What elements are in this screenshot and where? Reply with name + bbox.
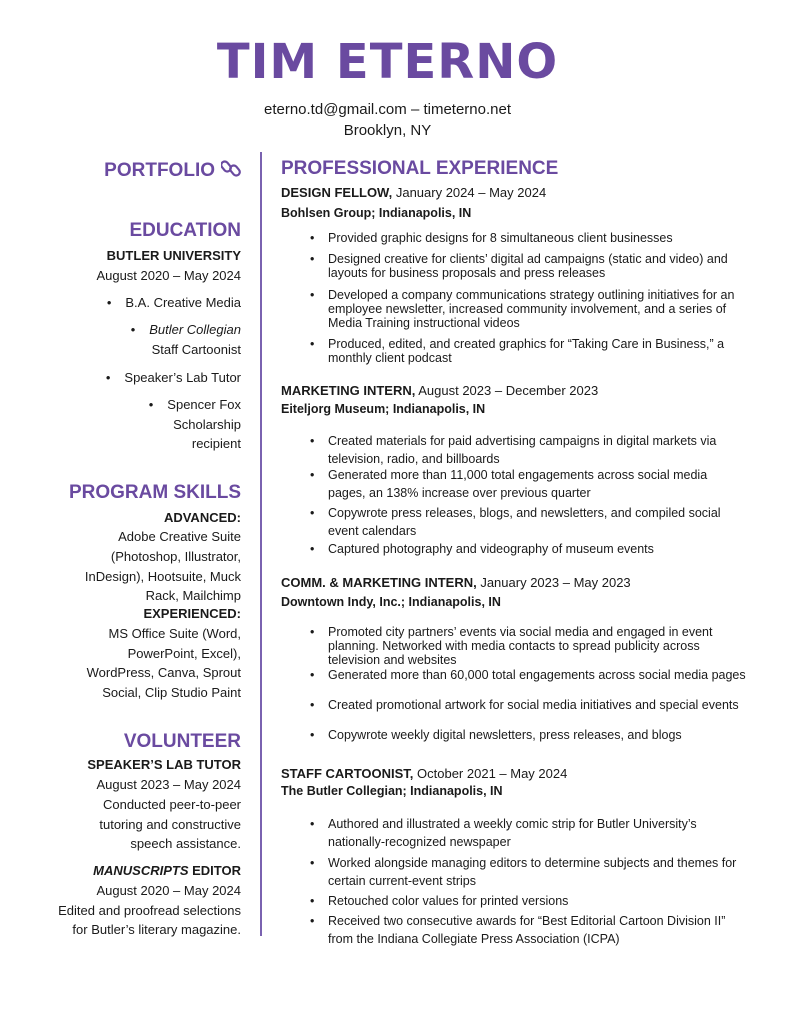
job-bullet: • Copywrote weekly digital newsletters, press releases, and blogs bbox=[328, 728, 748, 742]
volunteer-heading: VOLUNTEER bbox=[123, 731, 241, 752]
volunteer-dates: August 2023 – May 2024 bbox=[96, 777, 241, 792]
resume-name: TIM ETERNO bbox=[216, 34, 559, 90]
skills-line: InDesign), Hootsuite, Muck bbox=[84, 569, 241, 584]
job-bullet: • Received two consecutive awards for “Best Editorial Cartoon Division II” from the Indiana Collegiate Press Association (ICPA) bbox=[328, 912, 748, 948]
job-title: MARKETING INTERN, August 2023 – December 2023 bbox=[281, 383, 599, 398]
education-item: • Speaker’s Lab Tutor bbox=[106, 368, 241, 387]
education-item: • Butler Collegian bbox=[131, 320, 241, 339]
skills-line: Adobe Creative Suite bbox=[118, 529, 241, 544]
volunteer-line: for Butler’s literary magazine. bbox=[72, 922, 241, 937]
portfolio-heading[interactable] bbox=[104, 158, 241, 182]
volunteer-dates: August 2020 – May 2024 bbox=[96, 883, 241, 898]
volunteer-role: MANUSCRIPTS EDITOR bbox=[93, 863, 241, 878]
education-item-cont: Scholarship bbox=[173, 417, 241, 432]
education-dates: August 2020 – May 2024 bbox=[96, 268, 241, 283]
volunteer-line: speech assistance. bbox=[130, 836, 241, 851]
skills-heading: PROGRAM SKILLS bbox=[68, 482, 241, 503]
job-bullet: • Produced, edited, and created graphics for “Taking Care in Business,” a monthly client podcast bbox=[328, 337, 748, 365]
job-bullet: • Created promotional artwork for social media initiatives and special events bbox=[328, 698, 748, 712]
volunteer-line: tutoring and constructive bbox=[99, 817, 241, 832]
job-bullet: • Generated more than 11,000 total engagements across social media pages, an 138% increase over previous quarter bbox=[328, 466, 748, 502]
column-divider bbox=[260, 152, 262, 936]
job-bullet: • Worked alongside managing editors to determine subjects and themes for certain current-event strips bbox=[328, 854, 748, 890]
job-bullet: • Provided graphic designs for 8 simultaneous client businesses bbox=[328, 231, 748, 245]
skills-line: PowerPoint, Excel), bbox=[127, 646, 241, 661]
education-item-cont: recipient bbox=[191, 436, 241, 451]
volunteer-line: Conducted peer-to-peer bbox=[102, 797, 241, 812]
job-bullet: • Copywrote press releases, blogs, and newsletters, and compiled social event calendars bbox=[328, 504, 748, 540]
link-chain-icon[interactable] bbox=[221, 158, 241, 178]
contact-line[interactable]: eterno.td@gmail.com – timeterno.net bbox=[263, 101, 511, 118]
job-bullet: • Authored and illustrated a weekly comic strip for Butler University’s nationally-recognized newspaper bbox=[328, 815, 748, 851]
education-item: • Spencer Fox bbox=[149, 395, 241, 414]
job-title: COMM. & MARKETING INTERN, January 2023 – May 2023 bbox=[281, 575, 631, 590]
job-bullet: • Designed creative for clients’ digital ad campaigns (static and video) and layouts for business proposals and press releases bbox=[328, 252, 748, 280]
job-company: Downtown Indy, Inc.; Indianapolis, IN bbox=[281, 595, 501, 609]
experience-heading: PROFESSIONAL EXPERIENCE bbox=[281, 158, 559, 179]
job-company: Eiteljorg Museum; Indianapolis, IN bbox=[281, 402, 486, 416]
skills-line: Social, Clip Studio Paint bbox=[102, 685, 241, 700]
school-name: BUTLER UNIVERSITY bbox=[106, 248, 241, 263]
job-title: STAFF CARTOONIST, October 2021 – May 2024 bbox=[281, 766, 568, 781]
advanced-label: ADVANCED: bbox=[163, 510, 241, 525]
volunteer-line: Edited and proofread selections bbox=[58, 903, 241, 918]
education-heading: EDUCATION bbox=[129, 220, 241, 241]
job-bullet: • Generated more than 60,000 total engagements across social media pages bbox=[328, 668, 748, 682]
job-company: The Butler Collegian; Indianapolis, IN bbox=[281, 784, 503, 798]
contact-block bbox=[0, 99, 775, 141]
education-item: • B.A. Creative Media bbox=[107, 293, 241, 312]
location: Brooklyn, NY bbox=[343, 122, 432, 139]
skills-line: Rack, Mailchimp bbox=[145, 588, 241, 603]
education-item-cont: Staff Cartoonist bbox=[151, 342, 241, 357]
skills-line: WordPress, Canva, Sprout bbox=[86, 665, 241, 680]
job-title: DESIGN FELLOW, January 2024 – May 2024 bbox=[281, 185, 547, 200]
experienced-label: EXPERIENCED: bbox=[143, 606, 241, 621]
job-bullet: • Promoted city partners’ events via social media and engaged in event planning. Networked with media contacts to spread publicity across television and websites bbox=[328, 625, 748, 667]
job-bullet: • Created materials for paid advertising campaigns in digital markets via television, radio, and billboards bbox=[328, 432, 748, 468]
volunteer-role: SPEAKER’S LAB TUTOR bbox=[87, 757, 241, 772]
job-company: Bohlsen Group; Indianapolis, IN bbox=[281, 206, 472, 220]
job-bullet: • Developed a company communications strategy outlining initiatives for an employee newsletter, increased community involvement, and a series of Media Training instructional videos bbox=[328, 288, 748, 330]
skills-line: MS Office Suite (Word, bbox=[108, 626, 241, 641]
job-bullet: • Retouched color values for printed versions bbox=[328, 892, 748, 910]
portfolio-label[interactable]: PORTFOLIO bbox=[104, 160, 215, 181]
skills-line: (Photoshop, Illustrator, bbox=[110, 549, 241, 564]
job-bullet: • Captured photography and videography of museum events bbox=[328, 540, 748, 558]
